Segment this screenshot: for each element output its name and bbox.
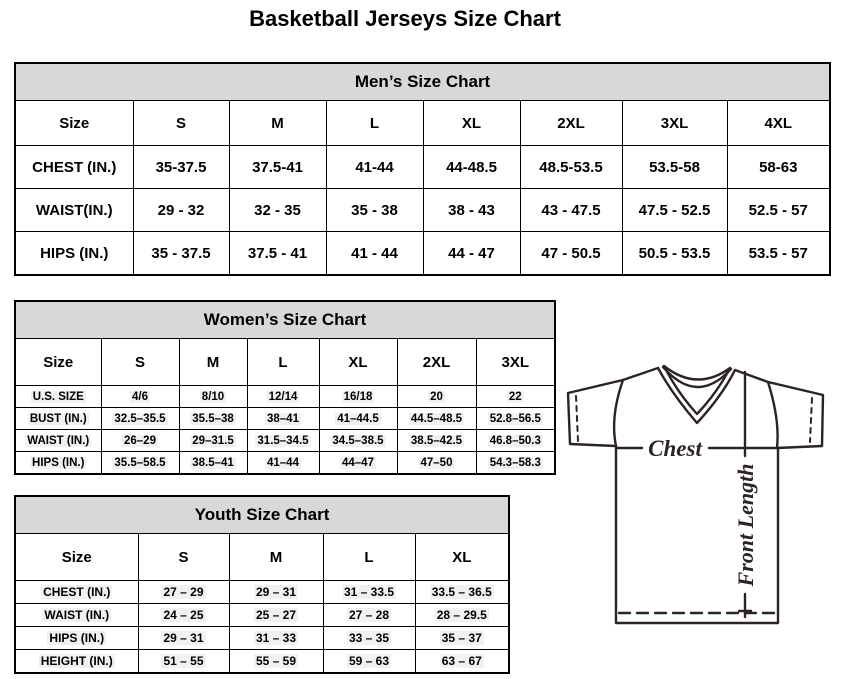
measurement-cell: 44-48.5 xyxy=(423,146,520,189)
jersey-measurement-diagram xyxy=(558,362,828,632)
measurement-cell-text: 24 – 25 xyxy=(163,608,204,622)
size-column-header: 4XL xyxy=(727,101,830,146)
measurement-row xyxy=(15,146,830,189)
measurement-row-label xyxy=(15,452,101,475)
measurement-cell xyxy=(179,386,247,408)
measurement-row-label-text: WAIST (IN.) xyxy=(27,434,90,447)
measurement-cell: 53.5 - 57 xyxy=(727,232,830,276)
size-row-label: Size xyxy=(15,339,101,386)
measurement-cell xyxy=(319,452,397,475)
measurement-cell-text: 35.5–38 xyxy=(192,412,234,425)
size-column-header: XL xyxy=(415,534,509,581)
measurement-cell xyxy=(138,650,229,674)
measurement-cell-text: 32.5–35.5 xyxy=(114,412,166,425)
measurement-row-label: HIPS (IN.) xyxy=(15,232,133,276)
measurement-cell-text: 26–29 xyxy=(124,434,156,447)
measurement-row-label: CHEST (IN.) xyxy=(15,146,133,189)
size-column-header: XL xyxy=(319,339,397,386)
measurement-row-label: WAIST(IN.) xyxy=(15,189,133,232)
measurement-cell xyxy=(138,627,229,650)
measurement-cell xyxy=(247,408,319,430)
measurement-cell-text: 28 – 29.5 xyxy=(436,608,487,622)
size-header-row xyxy=(15,534,509,581)
measurement-cell: 37.5-41 xyxy=(229,146,326,189)
measurement-cell xyxy=(101,408,179,430)
measurement-row-label xyxy=(15,581,138,604)
size-column-header: M xyxy=(229,534,323,581)
size-column-header: 2XL xyxy=(397,339,476,386)
measurement-cell: 47.5 - 52.5 xyxy=(622,189,727,232)
measurement-cell-text: 63 – 67 xyxy=(441,654,482,668)
measurement-cell-text: 59 – 63 xyxy=(348,654,390,668)
measurement-cell-text: 47–50 xyxy=(420,456,453,469)
size-column-header: L xyxy=(323,534,415,581)
womens-size-chart-table xyxy=(14,300,556,475)
measurement-cell xyxy=(323,627,415,650)
measurement-cell: 35 - 37.5 xyxy=(133,232,229,276)
size-column-header: 2XL xyxy=(520,101,622,146)
measurement-row-label-text: BUST (IN.) xyxy=(29,412,87,425)
measurement-cell: 29 - 32 xyxy=(133,189,229,232)
measurement-cell-text: 22 xyxy=(508,390,522,403)
measurement-row-label-text: HEIGHT (IN.) xyxy=(40,654,113,668)
measurement-cell xyxy=(101,386,179,408)
measurement-cell-text: 8/10 xyxy=(201,390,225,403)
measurement-cell-text: 44.5–48.5 xyxy=(410,412,463,425)
measurement-cell: 35 - 38 xyxy=(326,189,423,232)
measurement-cell xyxy=(415,650,509,674)
measurement-cell: 47 - 50.5 xyxy=(520,232,622,276)
chest-measure-label: Chest xyxy=(648,436,702,461)
measurement-row-label xyxy=(15,604,138,627)
measurement-cell-text: 41–44.5 xyxy=(337,412,379,425)
measurement-cell xyxy=(101,452,179,475)
measurement-row-label xyxy=(15,386,101,408)
measurement-cell: 41-44 xyxy=(326,146,423,189)
measurement-cell-text: 52.8–56.5 xyxy=(489,412,541,425)
measurement-row-label xyxy=(15,430,101,452)
measurement-cell xyxy=(415,627,509,650)
measurement-cell: 41 - 44 xyxy=(326,232,423,276)
measurement-cell-text: 38.5–42.5 xyxy=(410,434,463,447)
measurement-row xyxy=(15,430,555,452)
measurement-cell-text: 51 – 55 xyxy=(163,654,204,668)
measurement-cell xyxy=(247,386,319,408)
jersey-right-armhole-seam xyxy=(768,382,778,448)
measurement-cell-text: 35.5–58.5 xyxy=(114,456,166,469)
table-caption-row xyxy=(15,63,830,101)
measurement-cell-text: 33.5 – 36.5 xyxy=(431,585,492,599)
size-column-header: S xyxy=(101,339,179,386)
size-column-header: XL xyxy=(423,101,520,146)
table-caption-row xyxy=(15,301,555,339)
measurement-cell-text: 12/14 xyxy=(268,390,298,403)
measurement-cell xyxy=(179,430,247,452)
measurement-cell-text: 38–41 xyxy=(267,412,299,425)
measurement-cell: 38 - 43 xyxy=(423,189,520,232)
measurement-cell: 37.5 - 41 xyxy=(229,232,326,276)
measurement-cell-text: 44–47 xyxy=(342,456,374,469)
measurement-cell xyxy=(247,430,319,452)
measurement-cell-text: 29–31.5 xyxy=(192,434,234,447)
measurement-cell-text: 55 – 59 xyxy=(255,654,297,668)
measurement-cell: 35-37.5 xyxy=(133,146,229,189)
table-caption-row xyxy=(15,496,509,534)
measurement-row-label-text: HIPS (IN.) xyxy=(32,456,85,469)
measurement-cell: 52.5 - 57 xyxy=(727,189,830,232)
measurement-cell-text: 33 – 35 xyxy=(348,631,390,645)
measurement-cell-text: 38.5–41 xyxy=(192,456,234,469)
measurement-row xyxy=(15,386,555,408)
measurement-cell xyxy=(319,430,397,452)
measurement-row xyxy=(15,581,509,604)
jersey-left-cuff-stitch xyxy=(576,396,578,441)
size-column-header: L xyxy=(247,339,319,386)
size-column-header: M xyxy=(179,339,247,386)
measurement-row xyxy=(15,232,830,276)
measurement-row-label xyxy=(15,408,101,430)
measurement-cell-text: 46.8–50.3 xyxy=(489,434,541,447)
front-length-measure-label: Front Length xyxy=(733,463,758,587)
size-row-label: Size xyxy=(15,101,133,146)
measurement-cell-text: 34.5–38.5 xyxy=(332,434,384,447)
measurement-cell xyxy=(397,452,476,475)
measurement-cell xyxy=(229,581,323,604)
measurement-cell-text: 16/18 xyxy=(343,390,373,403)
jersey-right-cuff-stitch xyxy=(810,398,812,442)
size-column-header: 3XL xyxy=(622,101,727,146)
measurement-cell xyxy=(138,604,229,627)
jersey-shoulder-left xyxy=(623,368,658,380)
measurement-cell xyxy=(229,604,323,627)
measurement-cell-text: 31.5–34.5 xyxy=(257,434,309,447)
size-column-header: S xyxy=(133,101,229,146)
measurement-row-label-text: U.S. SIZE xyxy=(32,390,84,403)
measurement-cell xyxy=(415,581,509,604)
jersey-left-armhole-seam xyxy=(614,380,623,446)
measurement-cell xyxy=(323,650,415,674)
measurement-row xyxy=(15,189,830,232)
measurement-cell: 44 - 47 xyxy=(423,232,520,276)
size-header-row xyxy=(15,101,830,146)
measurement-cell xyxy=(319,408,397,430)
measurement-cell: 58-63 xyxy=(727,146,830,189)
measurement-cell-text: 4/6 xyxy=(132,390,148,403)
measurement-row xyxy=(15,452,555,475)
measurement-cell xyxy=(476,386,555,408)
measurement-row xyxy=(15,650,509,674)
measurement-row-label xyxy=(15,650,138,674)
measurement-cell-text: 54.3–58.3 xyxy=(489,456,541,469)
measurement-row-label-text: CHEST (IN.) xyxy=(43,585,111,599)
measurement-cell-text: 20 xyxy=(430,390,443,403)
size-column-header: S xyxy=(138,534,229,581)
measurement-cell-text: 27 – 28 xyxy=(348,608,390,622)
table-title: Men’s Size Chart xyxy=(15,63,830,101)
size-row-label: Size xyxy=(15,534,138,581)
measurement-cell xyxy=(179,408,247,430)
size-column-header: M xyxy=(229,101,326,146)
measurement-row-label xyxy=(15,627,138,650)
measurement-cell xyxy=(319,386,397,408)
measurement-cell-text: 27 – 29 xyxy=(163,585,204,599)
measurement-cell: 50.5 - 53.5 xyxy=(622,232,727,276)
measurement-cell-text: 41–44 xyxy=(267,456,299,469)
measurement-row-label-text: HIPS (IN.) xyxy=(49,631,105,645)
measurement-cell xyxy=(476,430,555,452)
measurement-cell-text: 29 – 31 xyxy=(163,631,204,645)
measurement-cell xyxy=(229,650,323,674)
youth-size-chart-table xyxy=(14,495,510,674)
measurement-cell xyxy=(397,408,476,430)
measurement-row xyxy=(15,604,509,627)
size-column-header: L xyxy=(326,101,423,146)
measurement-cell: 32 - 35 xyxy=(229,189,326,232)
measurement-cell xyxy=(323,581,415,604)
measurement-cell xyxy=(101,430,179,452)
size-column-header: 3XL xyxy=(476,339,555,386)
measurement-cell xyxy=(397,386,476,408)
measurement-cell-text: 31 – 33.5 xyxy=(343,585,395,599)
measurement-cell-text: 29 – 31 xyxy=(255,585,297,599)
measurement-cell xyxy=(229,627,323,650)
measurement-cell xyxy=(179,452,247,475)
measurement-row xyxy=(15,627,509,650)
measurement-cell xyxy=(397,430,476,452)
measurement-row xyxy=(15,408,555,430)
measurement-cell-text: 35 – 37 xyxy=(441,631,482,645)
measurement-cell: 43 - 47.5 xyxy=(520,189,622,232)
table-title: Women’s Size Chart xyxy=(15,301,555,339)
measurement-cell xyxy=(323,604,415,627)
size-header-row xyxy=(15,339,555,386)
measurement-cell: 48.5-53.5 xyxy=(520,146,622,189)
measurement-cell xyxy=(247,452,319,475)
measurement-row-label-text: WAIST (IN.) xyxy=(44,608,110,622)
measurement-cell-text: 31 – 33 xyxy=(255,631,297,645)
measurement-cell-text: 25 – 27 xyxy=(255,608,297,622)
measurement-cell xyxy=(476,408,555,430)
mens-size-chart-table xyxy=(14,62,831,276)
table-title: Youth Size Chart xyxy=(15,496,509,534)
measurement-cell xyxy=(415,604,509,627)
page-title: Basketball Jerseys Size Chart xyxy=(249,6,561,31)
measurement-cell xyxy=(476,452,555,475)
measurement-cell: 53.5-58 xyxy=(622,146,727,189)
measurement-cell xyxy=(138,581,229,604)
jersey-shoulder-right xyxy=(735,370,768,382)
